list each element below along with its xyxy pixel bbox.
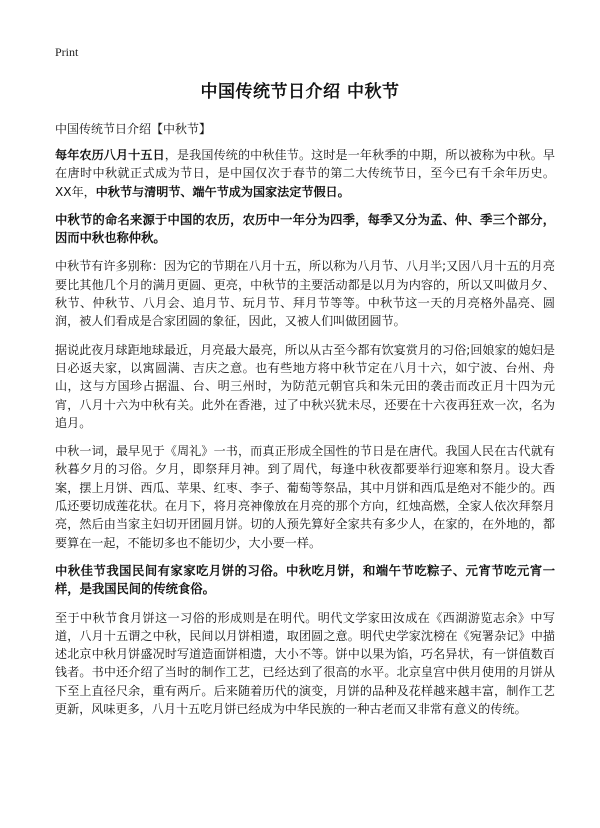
intro-holiday-note: 中秋节与清明节、端午节成为国家法定节假日。 [95, 184, 350, 199]
intro-text: ，是我国传统的中秋佳节。这时是一年秋季的中期，所以被称为中秋。早在唐时中秋就正式成为节日，是中国仅次于春节的第二大传统节日，至今已有千余年历史。XX年， [55, 148, 555, 199]
paragraph-moon-customs: 据说此夜月球距地球最近，月亮最大最亮，所以从古至今都有饮宴赏月的习俗;回娘家的媳妇是日必返夫家，以寓圆满、吉庆之意。也有些地方将中秋节定在八月十六，如宁波、台州、舟山，这与方国珍占据温、台、明三州时，为防范元朝官兵和朱元田的袭击而改正月十四为元宵，八月十六为中秋有关。此外在香港，过了中秋兴犹未尽，还要在十六夜再狂欢一次，名为追月。 [55, 342, 555, 430]
paragraph-mooncake-history: 至于中秋节食月饼这一习俗的形成则是在明代。明代文学家田汝成在《西湖游览志余》中写道，八月十五谓之中秋，民间以月饼相遗，取团圆之意。明代史学家沈榜在《宛署杂记》中描述北京中秋月饼盛况时写道造面饼相遗，大小不等。饼中以果为馅，巧名异状，有一饼值数百钱者。书中还介绍了当时的制作工艺，已经达到了很高的水平。北京皇宫中供月使用的月饼从下至上直径尺余，重有两斤。后来随着历代的演变，月饼的品种及花样越来越丰富，制作工艺更新，风味更多，八月十五吃月饼已经成为中华民族的一种古老而又非常有意义的传统。 [55, 610, 555, 717]
paragraph-mooncake-custom: 中秋佳节我国民间有家家吃月饼的习俗。中秋吃月饼，和端午节吃粽子、元宵节吃元宵一样，是我国民间的传统食俗。 [55, 563, 555, 597]
page-title: 中国传统节日介绍 中秋节 [200, 82, 400, 102]
paragraph-naming: 中秋节的命名来源于中国的农历，农历中一年分为四季，每季又分为孟、仲、季三个部分，因而中秋也称仲秋。 [55, 212, 555, 246]
article-body [55, 146, 555, 728]
print-link[interactable]: Print [55, 45, 79, 59]
intro-lead: 每年农历八月十五日 [55, 148, 165, 162]
paragraph-aliases: 中秋节有许多别称：因为它的节期在八月十五，所以称为八月节、八月半;又因八月十五的月亮要比其他几个月的满月更圆、更亮，中秋节的主要活动都是以月为内容的，所以又叫做月夕、秋节、仲秋节、八月会、追月节、玩月节、拜月节等等。中秋节这一天的月亮格外晶亮、圆润，被人们看成是合家团圆的象征，因此，又被人们叫做团圆节。 [55, 259, 555, 329]
paragraph-history: 中秋一词，最早见于《周礼》一书，而真正形成全国性的节日是在唐代。我国人民在古代就有秋暮夕月的习俗。夕月，即祭拜月神。到了周代，每逢中秋夜都要举行迎寒和祭月。设大香案，摆上月饼、西瓜、苹果、红枣、李子、葡萄等祭品，其中月饼和西瓜是绝对不能少的。西瓜还要切成莲花状。在月下，将月亮神像放在月亮的那个方向，红烛高燃，全家人依次拜祭月亮，然后由当家主妇切开团圆月饼。切的人预先算好全家共有多少人，在家的，在外地的，都要算在一起，不能切多也不能切少，大小要一样。 [55, 444, 555, 550]
page-subtitle: 中国传统节日介绍【中秋节】 [55, 122, 212, 136]
paragraph-intro [55, 146, 555, 201]
